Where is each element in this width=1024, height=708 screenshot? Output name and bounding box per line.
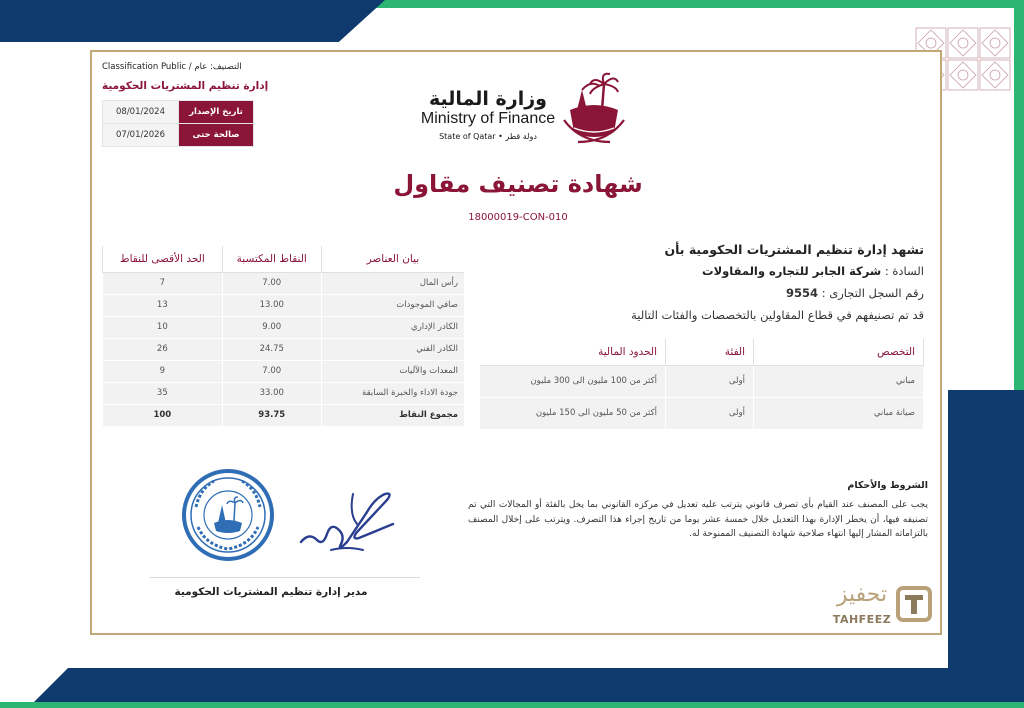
points-total-row bbox=[103, 404, 465, 426]
points-item: الكادر الفني bbox=[321, 338, 464, 360]
points-item: المعدات والآليات bbox=[321, 360, 464, 382]
certificate-paper bbox=[90, 50, 942, 635]
valid-until-label: صالحة حتى bbox=[179, 124, 254, 147]
table-row bbox=[103, 316, 465, 338]
ministry-name-english: Ministry of Finance bbox=[420, 110, 556, 127]
statement-classification-line: قد تم تصنيفهم في قطاع المقاولين بالتخصصات والفئات التالية bbox=[631, 308, 924, 322]
cr-number: 9554 bbox=[786, 286, 819, 300]
points-earned: 24.75 bbox=[222, 338, 321, 360]
statement-cr-line bbox=[474, 286, 924, 308]
specs-header-row bbox=[480, 339, 924, 365]
company-prefix: السادة : bbox=[881, 264, 924, 278]
statement-intro: تشهد إدارة تنظيم المشتريات الحكومية بأن bbox=[664, 242, 924, 257]
company-name: شركة الجابر للتجاره والمقاولات bbox=[702, 264, 882, 278]
table-row bbox=[103, 294, 465, 316]
points-earned: 9.00 bbox=[222, 316, 321, 338]
statement-company-line bbox=[474, 264, 924, 286]
dates-box bbox=[102, 100, 254, 147]
table-row bbox=[103, 272, 465, 294]
points-max: 13 bbox=[103, 294, 223, 316]
specs-header-limit: الحدود المالية bbox=[480, 339, 666, 365]
valid-until-row bbox=[103, 124, 254, 147]
valid-until-value: 07/01/2026 bbox=[103, 124, 179, 147]
points-item: صافي الموجودات bbox=[321, 294, 464, 316]
spec-grade: أولى bbox=[666, 397, 754, 429]
qatar-emblem-icon bbox=[560, 70, 628, 146]
points-header-item: بيان العناصر bbox=[321, 246, 464, 272]
right-navy-band bbox=[948, 390, 1024, 708]
points-header-max: الحد الأقصى للنقاط bbox=[103, 246, 223, 272]
spec-name: صيانة مباني bbox=[754, 397, 924, 429]
bottom-green-stripe bbox=[0, 702, 1024, 708]
points-earned: 33.00 bbox=[222, 382, 321, 404]
cr-prefix: رقم السجل التجارى : bbox=[818, 286, 924, 300]
issue-date-value: 08/01/2024 bbox=[103, 101, 179, 124]
specs-header-grade: الفئة bbox=[666, 339, 754, 365]
table-row bbox=[103, 338, 465, 360]
tahfeez-english: TAHFEEZ bbox=[832, 613, 892, 626]
points-earned: 13.00 bbox=[222, 294, 321, 316]
classification-label: Classification Public / التصنيف: عام bbox=[102, 62, 242, 72]
signature-icon bbox=[297, 484, 397, 556]
tahfeez-logo bbox=[832, 582, 932, 630]
points-max: 7 bbox=[103, 272, 223, 294]
points-item: الكادر الإداري bbox=[321, 316, 464, 338]
certificate-number: 18000019-CON-010 bbox=[468, 212, 568, 223]
points-header-earned: النقاط المكتسبة bbox=[222, 246, 321, 272]
director-title: مدير إدارة تنظيم المشتريات الحكومية bbox=[174, 586, 368, 598]
points-total-earned: 93.75 bbox=[222, 404, 321, 426]
issue-date-row bbox=[103, 101, 254, 124]
signature-line bbox=[150, 577, 420, 578]
points-total-label: مجموع النقاط bbox=[321, 404, 464, 426]
ministry-name-arabic: وزارة المالية bbox=[429, 88, 547, 110]
table-row bbox=[103, 360, 465, 382]
spec-limit: أكثر من 100 مليون الى 300 مليون bbox=[480, 365, 666, 397]
spec-name: مباني bbox=[754, 365, 924, 397]
points-max: 26 bbox=[103, 338, 223, 360]
issue-date-label: تاريخ الإصدار bbox=[179, 101, 254, 124]
points-earned: 7.00 bbox=[222, 272, 321, 294]
specs-header-spec: التخصص bbox=[754, 339, 924, 365]
points-total-max: 100 bbox=[103, 404, 223, 426]
spec-grade: أولى bbox=[666, 365, 754, 397]
terms-title: الشروط والأحكام bbox=[847, 480, 928, 491]
points-table bbox=[102, 246, 464, 427]
points-item: جودة الاداء والخبرة السابقة bbox=[321, 382, 464, 404]
top-navy-band bbox=[0, 0, 385, 42]
points-header-row bbox=[103, 246, 465, 272]
certification-statement bbox=[474, 242, 924, 330]
terms-text: يجب على المصنف عند القيام بأي تصرف قانوني يترتب عليه تعديل في مركزه القانوني بما يخل بالفئة أو المجالات التي تم تصنيفه فيها، أن يخطر الإدارة بهذا التعديل خلال خمسة عشر يوما من تاريخ إجراء هذا التصرف. ويترتب على إخلال المصنف بالتزاماته المشار إليها انتهاء صلاحية شهادة التصنيف الممنوحة له. bbox=[468, 500, 928, 539]
ministry-logo bbox=[402, 70, 632, 144]
tahfeez-arabic: تحفيز bbox=[836, 582, 888, 607]
points-earned: 7.00 bbox=[222, 360, 321, 382]
table-row bbox=[480, 365, 924, 397]
points-max: 10 bbox=[103, 316, 223, 338]
department-header: إدارة تنظيم المشتريات الحكومية bbox=[102, 80, 269, 92]
spec-limit: أكثر من 50 مليون الى 150 مليون bbox=[480, 397, 666, 429]
specialization-table bbox=[480, 339, 924, 430]
table-row bbox=[103, 382, 465, 404]
points-max: 35 bbox=[103, 382, 223, 404]
points-item: رأس المال bbox=[321, 272, 464, 294]
points-max: 9 bbox=[103, 360, 223, 382]
tahfeez-logo-icon bbox=[896, 586, 932, 622]
table-row bbox=[480, 397, 924, 429]
state-of-qatar-label: State of Qatar • دولة قطر bbox=[439, 132, 537, 141]
state-seal-icon bbox=[180, 467, 276, 563]
certificate-title: شهادة تصنيف مقاول bbox=[393, 170, 643, 198]
